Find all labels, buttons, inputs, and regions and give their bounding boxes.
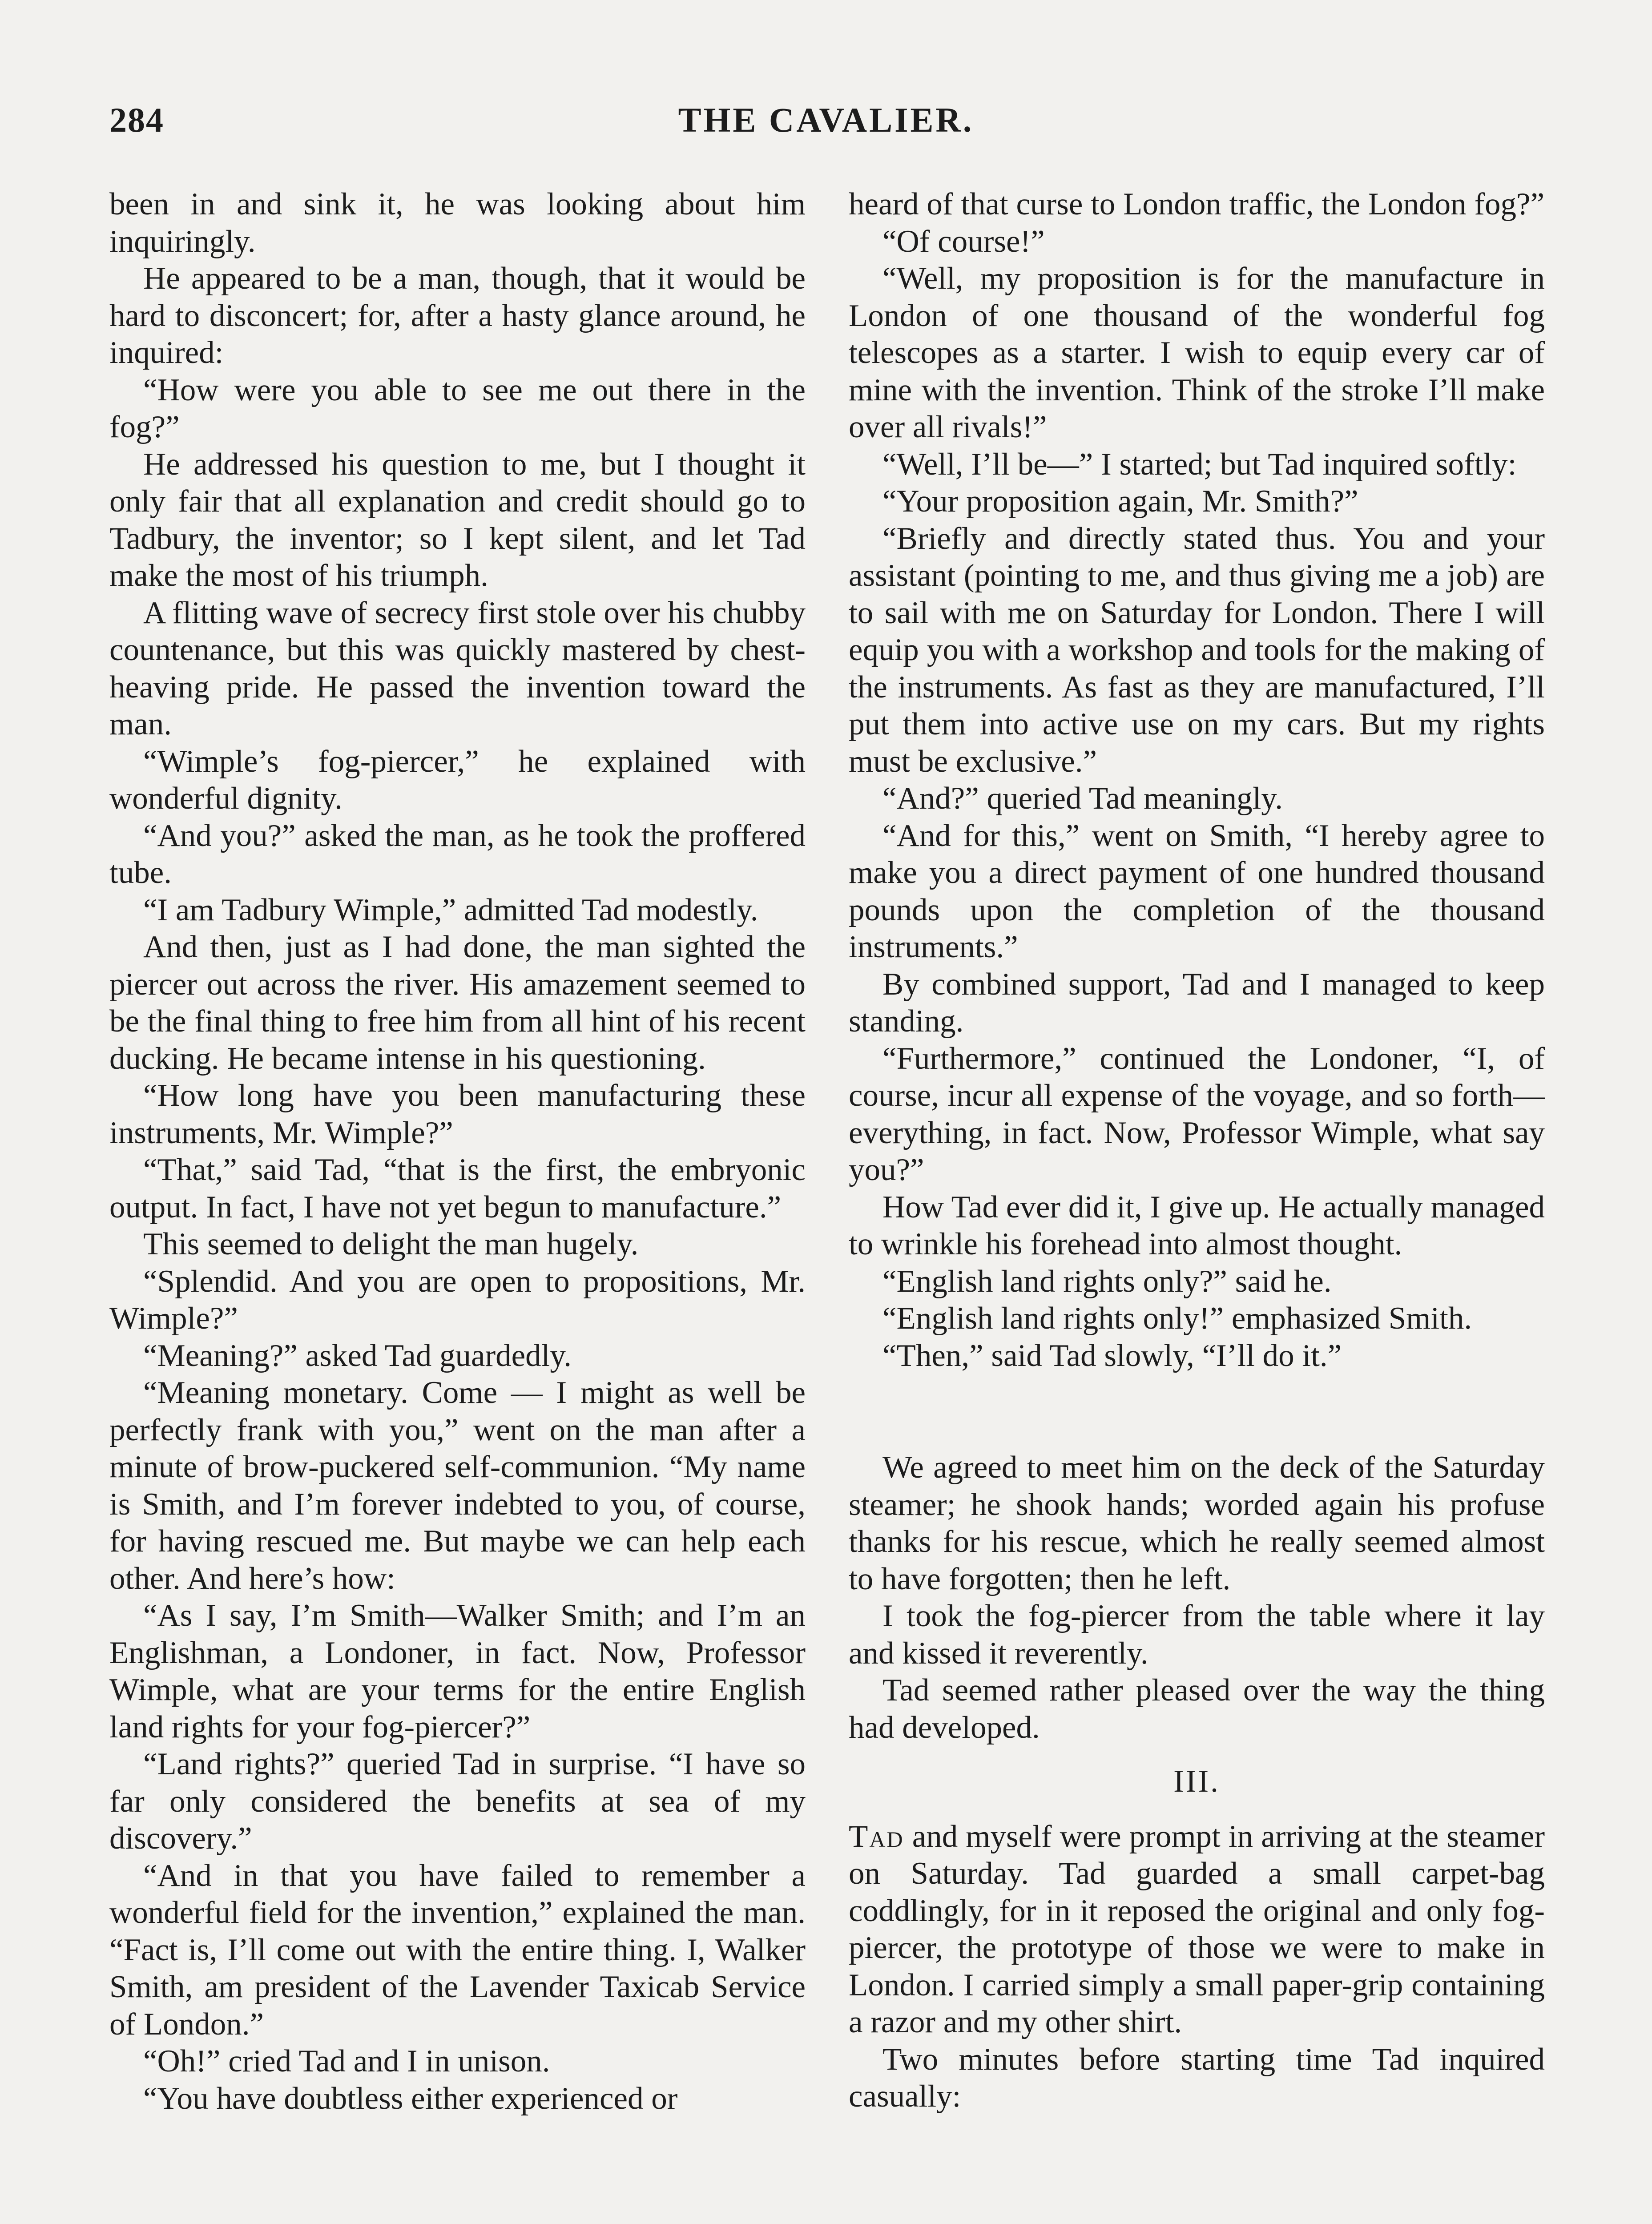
paragraph: “Briefly and directly stated thus. You and your assistant (pointing to me, and thus giving me a job) are to sail with me on Saturday for London. There I will equip you with a workshop and tools for the making of the instruments. As fast as they are manufactured, I’ll put them into active use on my cars. But my rights must be exclusive.” [849,521,1545,779]
paragraph: I took the fog-piercer from the table where it lay and kissed it reverently. [849,1599,1545,1671]
paragraph: “Well, my proposition is for the manufacture in London of one thousand of the wonderful fog telescopes as a starter. I wish to equip every car of mine with the invention. Think of the stroke I’ll make over all rivals!” [849,261,1545,444]
paragraph: “Well, I’ll be—” I started; but Tad inquired softly: [882,447,1517,482]
section-lead-word: Tad [849,1819,904,1854]
paragraph: “Meaning?” asked Tad guardedly. [143,1338,572,1373]
paragraph: “And for this,” went on Smith, “I hereby agree to make you a direct payment of one hundred thousand pounds upon the completion of the thousand instruments.” [849,818,1545,964]
paragraph: “That,” said Tad, “that is the first, the embryonic output. In fact, I have not yet begun to manufacture.” [109,1152,806,1225]
paragraph: A flitting wave of secrecy first stole over his chubby countenance, but this was quickly mastered by chest-heaving pride. He passed the invention toward the man. [109,595,806,741]
page-header [109,100,1543,149]
paragraph: He addressed his question to me, but I thought it only fair that all explanation and credit should go to Tadbury, the inventor; so I kept silent, and let Tad make the most of his triumph. [109,447,806,593]
paragraph: “Oh!” cried Tad and I in unison. [143,2044,550,2079]
paragraph: heard of that curse to London traffic, the London fog?” [849,187,1545,222]
running-head: THE CAVALIER. [678,101,974,139]
paragraph: Tad seemed rather pleased over the way the thing had developed. [849,1673,1545,1745]
paragraph: “Splendid. And you are open to propositions, Mr. Wimple?” [109,1264,806,1336]
paragraph: “I am Tadbury Wimple,” admitted Tad modestly. [143,892,758,927]
paragraph: “How were you able to see me out there in the fog?” [109,372,806,444]
paragraph: “English land rights only!” emphasized Smith. [882,1301,1472,1336]
paragraph: “English land rights only?” said he. [882,1264,1332,1299]
paragraph: Two minutes before starting time Tad inquired casually: [849,2042,1545,2114]
paragraph: “How long have you been manufacturing these instruments, Mr. Wimple?” [109,1078,806,1150]
paragraph: He appeared to be a man, though, that it would be hard to disconcert; for, after a hasty glance around, he inquired: [109,261,806,370]
paragraph: We agreed to meet him on the deck of the Saturday steamer; he shook hands; worded again his profuse thanks for his rescue, which he really seemed almost to have forgotten; then he left. [849,1450,1545,1596]
paragraph: How Tad ever did it, I give up. He actually managed to wrinkle his forehead into almost thought. [849,1189,1545,1261]
paragraph: “Land rights?” queried Tad in surprise. “I have so far only considered the benefits at sea of my discovery.” [109,1747,806,1856]
paragraph: “Your proposition again, Mr. Smith?” [882,484,1358,519]
paragraph: “And in that you have failed to remember a wonderful field for the invention,” explained the man. “Fact is, I’ll come out with the entire thing. I, Walker Smith, am president of the Lavender Taxicab Service of London.” [109,1858,806,2042]
paragraph: “And?” queried Tad meaningly. [882,781,1283,816]
paragraph: “You have doubtless either experienced or [143,2081,678,2116]
paragraph: “Then,” said Tad slowly, “I’ll do it.” [882,1338,1342,1373]
paragraph: By combined support, Tad and I managed to keep standing. [849,967,1545,1039]
paragraph: “Meaning monetary. Come — I might as well be perfectly frank with you,” went on the man after a minute of brow-puckered self-communion. “My name is Smith, and I’m forever indebted to you, of course, for having rescued me. But maybe we can help each other. And here’s how: [109,1375,806,1596]
page-number: 284 [109,101,164,139]
left-column [109,186,806,2117]
paragraph: “And you?” asked the man, as he took the proffered tube. [109,818,806,890]
paragraph: “Wimple’s fog-piercer,” he explained with wonderful dignity. [109,744,806,816]
paragraph: This seemed to delight the man hugely. [143,1227,639,1261]
section-first-paragraph [849,1818,1545,2041]
right-column [849,186,1545,2115]
paragraph: “Of course!” [882,224,1045,259]
paragraph: been in and sink it, he was looking about him inquiringly. [109,187,806,259]
paragraph: And then, just as I had done, the man sighted the piercer out across the river. His amazement seemed to be the final thing to free him from all hint of his recent ducking. He became intense in his questioning. [109,930,806,1076]
section-heading: III. [1173,1764,1220,1799]
section-first-paragraph-text: and myself were prompt in arriving at the steamer on Saturday. Tad guarded a small carpet-bag coddlingly, for in it reposed the original and only fog-piercer, the prototype of those we were to make in London. I carried simply a small paper-grip containing a razor and my other shirt. [849,1819,1545,2039]
paragraph: “As I say, I’m Smith—Walker Smith; and I’m an Englishman, a Londoner, in fact. Now, Professor Wimple, what are your terms for the entire English land rights for your fog-piercer?” [109,1598,806,1745]
paragraph: “Furthermore,” continued the Londoner, “I, of course, incur all expense of the voyage, and so forth—everything, in fact. Now, Professor Wimple, what say you?” [849,1041,1545,1187]
